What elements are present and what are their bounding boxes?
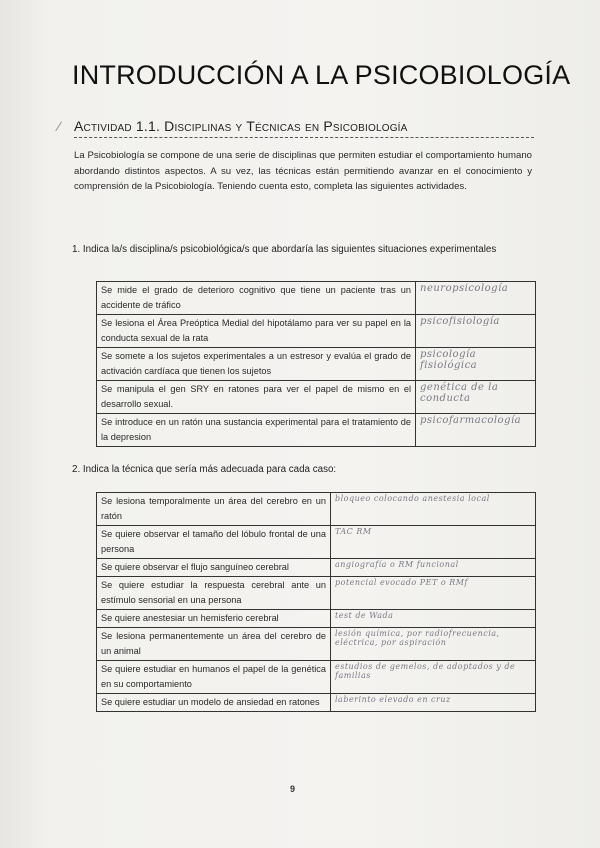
intro-paragraph: La Psicobiología se compone de una serie de disciplinas que permiten estudiar el comportamiento humano abordando distintos aspectos. A su vez, las técnicas están permitiendo avanzar en el conocimiento y comprensión de la Psicobiología. Teniendo cuenta esto, completa las siguientes actividades. bbox=[74, 150, 532, 192]
handwritten-answer: laberinto elevado en cruz bbox=[331, 694, 536, 712]
table-row bbox=[97, 559, 536, 577]
table-row bbox=[97, 493, 536, 526]
situation-cell: Se quiere estudiar en humanos el papel de la genética en su comportamiento bbox=[97, 661, 331, 694]
table-row bbox=[97, 661, 536, 694]
situation-cell: Se mide el grado de deterioro cognitivo que tiene un paciente tras un accidente de tráfico bbox=[97, 282, 416, 315]
situation-cell: Se lesiona permanentemente un área del cerebro de un animal bbox=[97, 628, 331, 661]
situation-cell: Se quiere estudiar un modelo de ansiedad en ratones bbox=[97, 694, 331, 712]
situation-cell: Se introduce en un ratón una sustancia experimental para el tratamiento de la depresion bbox=[97, 414, 416, 447]
handwritten-answer: psicología fisiológica bbox=[416, 348, 536, 381]
table-row bbox=[97, 628, 536, 661]
techniques-table bbox=[96, 492, 536, 712]
table-row bbox=[97, 348, 536, 381]
situation-cell: Se lesiona el Área Preóptica Medial del hipotálamo para ver su papel en la conducta sexual de la rata bbox=[97, 315, 416, 348]
page-number: 9 bbox=[290, 784, 296, 794]
table-row bbox=[97, 526, 536, 559]
situation-cell: Se quiere observar el flujo sanguíneo cerebral bbox=[97, 559, 331, 577]
table-row bbox=[97, 694, 536, 712]
situation-cell: Se quiere estudiar la respuesta cerebral ante un estímulo sensorial en una persona bbox=[97, 577, 331, 610]
handwritten-answer: potencial evocado PET o RMf bbox=[331, 577, 536, 610]
situation-cell: Se quiere anestesiar un hemisferio cerebral bbox=[97, 610, 331, 628]
handwritten-answer: angiografía o RM funcional bbox=[331, 559, 536, 577]
question-1: 1. Indica la/s disciplina/s psicobiológica/s que abordaría las siguientes situaciones experimentales bbox=[72, 244, 497, 255]
handwritten-answer: estudios de gemelos, de adoptados y de familias bbox=[331, 661, 536, 694]
pencil-mark-icon: ⁄ bbox=[58, 118, 61, 134]
table-row bbox=[97, 414, 536, 447]
situation-cell: Se lesiona temporalmente un área del cerebro en un ratón bbox=[97, 493, 331, 526]
table-row bbox=[97, 577, 536, 610]
table-row bbox=[97, 315, 536, 348]
page-title: INTRODUCCIÓN A LA PSICOBIOLOGÍA bbox=[72, 60, 571, 90]
situation-cell: Se somete a los sujetos experimentales a un estresor y evalúa el grado de activación cardíaca que tienen los sujetos bbox=[97, 348, 416, 381]
handwritten-answer: TAC RM bbox=[331, 526, 536, 559]
table-row bbox=[97, 381, 536, 414]
handwritten-answer: psicofisiología bbox=[416, 315, 536, 348]
activity-heading: Actividad 1.1. Disciplinas y Técnicas en Psicobiología bbox=[74, 118, 534, 138]
table-row bbox=[97, 282, 536, 315]
handwritten-answer: lesión química, por radiofrecuencia, eléctrica, por aspiración bbox=[331, 628, 536, 661]
situation-cell: Se quiere observar el tamaño del lóbulo frontal de una persona bbox=[97, 526, 331, 559]
handwritten-answer: test de Wada bbox=[331, 610, 536, 628]
question-2: 2. Indica la técnica que sería más adecuada para cada caso: bbox=[72, 464, 337, 475]
handwritten-answer: genética de la conducta bbox=[416, 381, 536, 414]
situation-cell: Se manipula el gen SRY en ratones para ver el papel de mismo en el desarrollo sexual. bbox=[97, 381, 416, 414]
handwritten-answer: bloqueo colocando anestesia local bbox=[331, 493, 536, 526]
table-row bbox=[97, 610, 536, 628]
handwritten-answer: psicofarmacología bbox=[416, 414, 536, 447]
handwritten-answer: neuropsicología bbox=[416, 282, 536, 315]
disciplines-table bbox=[96, 281, 536, 447]
